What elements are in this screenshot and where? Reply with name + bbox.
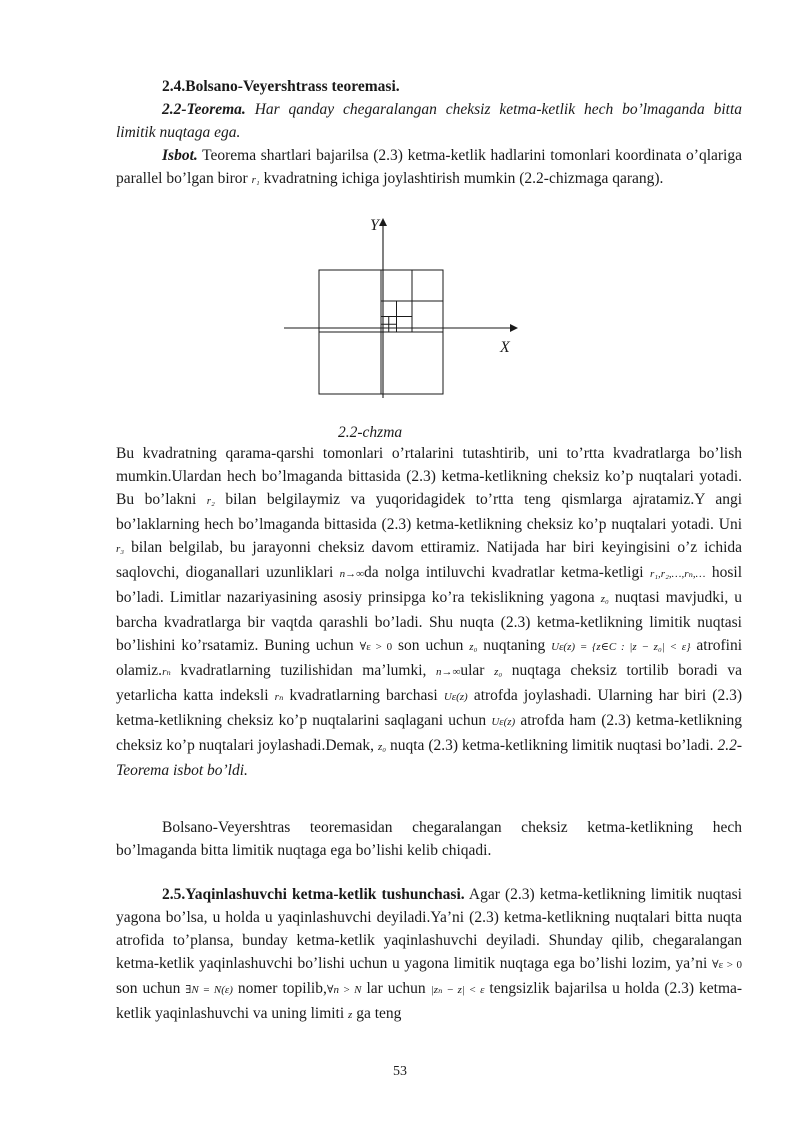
proof-intro: Isbot. Teorema shartlari bajarilsa (2.3) ketma-ketlik hadlarini tomonlari koordinata o’qlariga parallel bo’lgan biror r₁ kvadratning ichiga joylashtirish mumkin (2.2-chizmaga qarang). (116, 147, 742, 187)
section-heading-2-4: 2.4.Bolsano-Veyershtrass teoremasi. (162, 78, 400, 95)
section-heading-2-5: 2.5.Yaqinlashuvchi ketma-ketlik tushunchasi. (162, 886, 465, 903)
proof-body: Bu kvadratning qarama-qarshi tomonlari o’rtalarini tutashtirib, uni to’rtta kvadratlarga bo’lish mumkin.Ulardan hech bo’lmaganda bittasida (2.3) ketma-ketlikning cheksiz ko’p nuqtalari yotadi. Bu bo’lakni r₂ bilan belgilaymiz va yuqoridagidek to’rtta teng qismlarga ajratamiz.Y angi bo’laklarning hech bo’lmaganda bittasida (2.3) ketma-ketlikning cheksiz ko’p nuqtalari yotadi. Uni r₃ bilan belgilab, bu jarayonni cheksiz davom ettiramiz. Natijada har biri keyingisini o’z ichida saqlovchi, dioganallari uzunliklari n→∞da nolga intiluvchi kvadratlar ketma-ketligi r₁,r₂,…,rₙ,… hosil bo’ladi. Limitlar nazariyasining asosiy prinsipga ko’ra tekislikning yagona z₀ nuqtasi mavjudki, u barcha kvadratlarga bir vaqtda qarashli bo’ladi. Shu nuqta (2.3) ketma-ketlikning limitik nuqtasi bo’lishini ko’rsatamiz. Buning uchun ∀ε > 0 son uchun z₀ nuqtaning Uε(z) = {z∈C : |z − z₀| < ε} atrofini olamiz.rₙ kvadratlarning tuzilishidan ma’lumki, n→∞ular z₀ nuqtaga cheksiz tortilib boradi va yetarlicha katta indeksli rₙ kvadratlarning barchasi Uε(z) atrofda joylashadi. Ularning har biri (2.3) ketma-ketlikning cheksiz ko’p nuqtalarini saqlagani uchun Uε(z) atrofda ham (2.3) ketma-ketlikning cheksiz ko’p nuqtalari joylashadi.Demak, z₀ nuqta (2.3) ketma-ketlikning limitik nuqtasi bo’ladi. 2.2-Teorema isbot bo’ldi. (116, 445, 743, 779)
x-axis-label: X (500, 339, 510, 356)
math-r1: r₁ (251, 174, 260, 186)
page-number: 53 (393, 1064, 407, 1079)
proof-label: Isbot. (162, 147, 198, 164)
theorem-label: 2.2-Teorema. (162, 101, 246, 118)
y-axis-label: Y (370, 217, 379, 234)
y-axis-arrow-icon (379, 218, 387, 226)
section-2-5-paragraph: 2.5.Yaqinlashuvchi ketma-ketlik tushunchasi. Agar (2.3) ketma-ketlikning limitik nuqtasi yagona bo’lsa, u holda u yaqinlashuvchi deyiladi.Ya’ni (2.3) ketma-ketlikning nuqtalari bitta nuqta atrofida to’plansa, bunday ketma-ketlik yaqinlashuvchi deyiladi. Shunday qilib, chegaralangan ketma-ketlik yaqinlashuvchi bo’lishi uchun u yagona limitik nuqtaga ega bo’lishi lozim, ya’ni ∀ε > 0 son uchun ∃N = N(ε) nomer topilib,∀n > N lar uchun |zₙ − z| < ε tengsizlik bajarilsa u holda (2.3) ketma-ketlik yaqinlashuvchi va uning limiti z ga teng (116, 886, 743, 1022)
corollary-paragraph: Bolsano-Veyershtras teoremasidan chegaralangan cheksiz ketma-ketlikning hech bo’lmaganda bitta limitik nuqtaga ega bo’lishi kelib chiqadi. (116, 819, 742, 859)
theorem-2-2 (116, 98, 742, 144)
figure-nested-squares (250, 208, 550, 418)
theorem-text: Har qanday chegaralangan cheksiz ketma-ketlik hech bo’lmaganda bitta limitik nuqtaga ega. (116, 101, 743, 141)
figure-caption: 2.2-chzma (338, 424, 403, 441)
x-axis-arrow-icon (510, 324, 518, 332)
